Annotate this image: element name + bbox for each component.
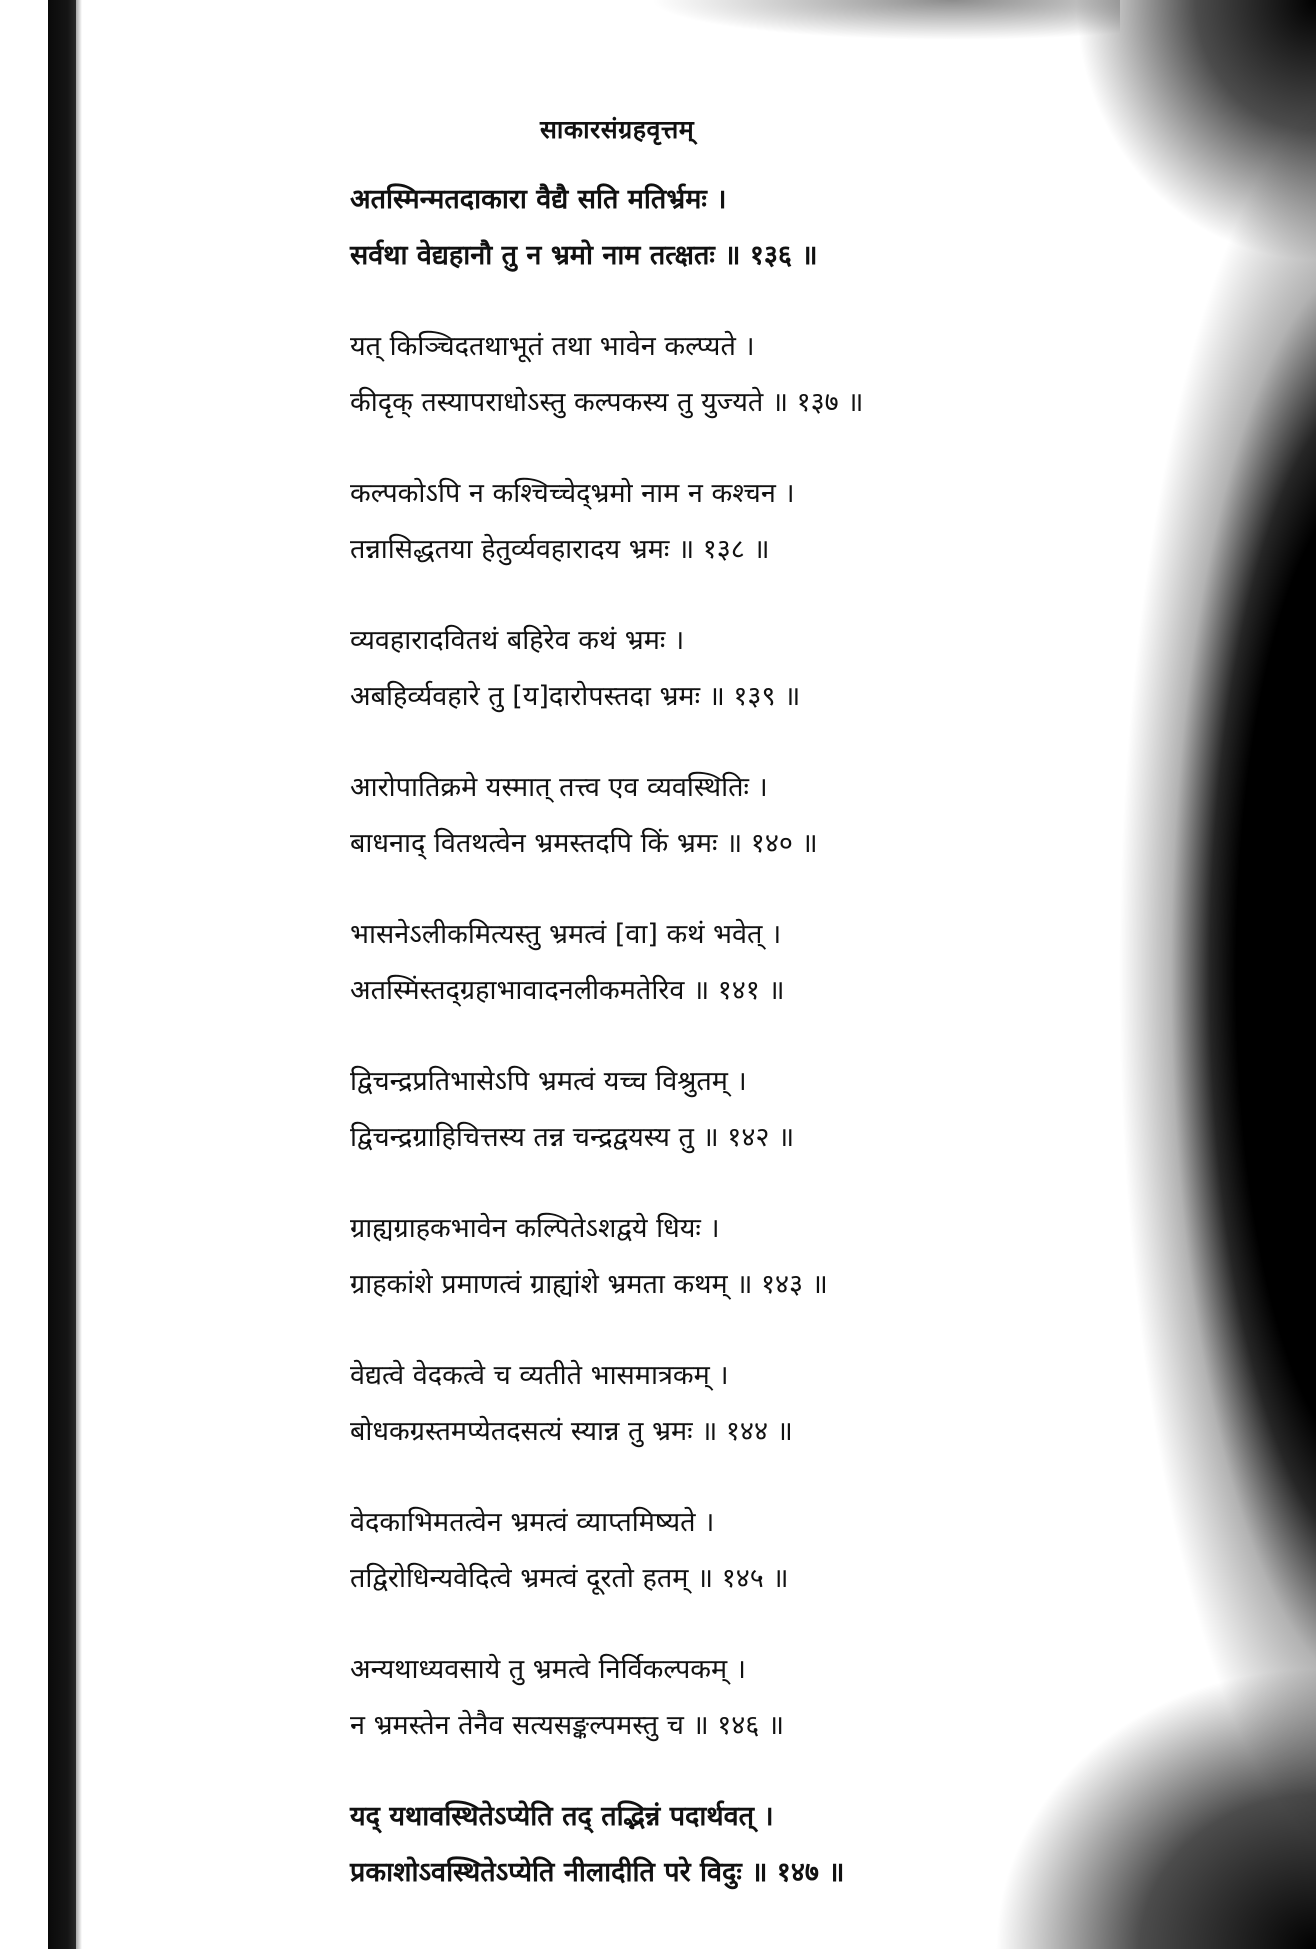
verse-line: ग्राहकांशे प्रमाणत्वं ग्राह्यांशे भ्रमता कथम् ॥ १४३ ॥: [350, 1269, 828, 1300]
verse-line: सर्वथा वेद्यहानौ तु न भ्रमो नाम तत्क्षतः ॥ १३६ ॥: [350, 240, 818, 271]
verse-line: व्यवहारादवितथं बहिरेव कथं भ्रमः ।: [350, 625, 685, 656]
verse-136: [350, 172, 1010, 284]
verse-line: यद् यथावस्थितेऽप्येति तद् तद्भिन्नं पदार्थवत् ।: [350, 1801, 774, 1832]
verse-line: द्विचन्द्रप्रतिभासेऽपि भ्रमत्वं यच्च विश्रुतम् ।: [350, 1066, 747, 1097]
verse-line: बाधनाद् वितथत्वेन भ्रमस्तदपि किं भ्रमः ॥ १४० ॥: [350, 828, 818, 859]
verse-143: [350, 1201, 1010, 1313]
verse-140: [350, 760, 1010, 872]
verse-139: [350, 613, 1010, 725]
verse-line: कीदृक् तस्यापराधोऽस्तु कल्पकस्य तु युज्यते ॥ १३७ ॥: [350, 387, 864, 418]
verse-line: भासनेऽलीकमित्यस्तु भ्रमत्वं [वा] कथं भवेत् ।: [350, 919, 782, 950]
verse-line: अबहिर्व्यवहारे तु [य]दारोपस्तदा भ्रमः ॥ १३९ ॥: [350, 681, 801, 712]
verse-line: अन्यथाध्यवसाये तु भ्रमत्वे निर्विकल्पकम् ।: [350, 1654, 746, 1685]
verse-line: तद्विरोधिन्यवेदित्वे भ्रमत्वं दूरतो हतम् ॥ १४५ ॥: [350, 1563, 789, 1594]
verse-line: आरोपातिक्रमे यस्मात् तत्त्व एव व्यवस्थितिः ।: [350, 772, 768, 803]
verse-146: [350, 1642, 1010, 1754]
verse-line: अतस्मिन्मतदाकारा वैद्यै सति मतिर्भ्रमः ।: [350, 184, 727, 215]
verse-138: [350, 466, 1010, 578]
verse-147: [350, 1789, 1010, 1901]
spine-edge-shadow: [76, 0, 82, 1949]
verse-line: प्रकाशोऽवस्थितेऽप्येति नीलादीति परे विदुः ॥ १४७ ॥: [350, 1857, 845, 1888]
verse-line: वेदकाभिमतत्वेन भ्रमत्वं व्याप्तमिष्यते ।: [350, 1507, 715, 1538]
verse-144: [350, 1348, 1010, 1460]
verse-list: [350, 172, 1010, 1936]
verse-line: वेद्यत्वे वेदकत्वे च व्यतीते भासमात्रकम् ।: [350, 1360, 729, 1391]
verse-145: [350, 1495, 1010, 1607]
page-header: साकारसंग्रहवृत्तम्: [540, 115, 695, 144]
verse-line: द्विचन्द्रग्राहिचित्तस्य तन्न चन्द्रद्वयस्य तु ॥ १४२ ॥: [350, 1122, 795, 1153]
verse-line: अतस्मिंस्तद्ग्रहाभावादनलीकमतेरिव ॥ १४१ ॥: [350, 975, 785, 1006]
verse-line: तन्नासिद्धतया हेतुर्व्यवहारादय भ्रमः ॥ १३८ ॥: [350, 534, 770, 565]
verse-line: ग्राह्यग्राहकभावेन कल्पितेऽशद्वये धियः ।: [350, 1213, 720, 1244]
verse-141: [350, 907, 1010, 1019]
verse-line: कल्पकोऽपि न कश्चिच्चेद्भ्रमो नाम न कश्चन ।: [350, 478, 795, 509]
verse-line: बोधकग्रस्तमप्येतदसत्यं स्यान्न तु भ्रमः ॥ १४४ ॥: [350, 1416, 793, 1447]
verse-line: न भ्रमस्तेन तेनैव सत्यसङ्कल्पमस्तु च ॥ १४६ ॥: [350, 1710, 785, 1741]
book-spine-shadow: [48, 0, 76, 1949]
verse-142: [350, 1054, 1010, 1166]
verse-137: [350, 319, 1010, 431]
verse-line: यत् किञ्चिदतथाभूतं तथा भावेन कल्प्यते ।: [350, 331, 755, 362]
